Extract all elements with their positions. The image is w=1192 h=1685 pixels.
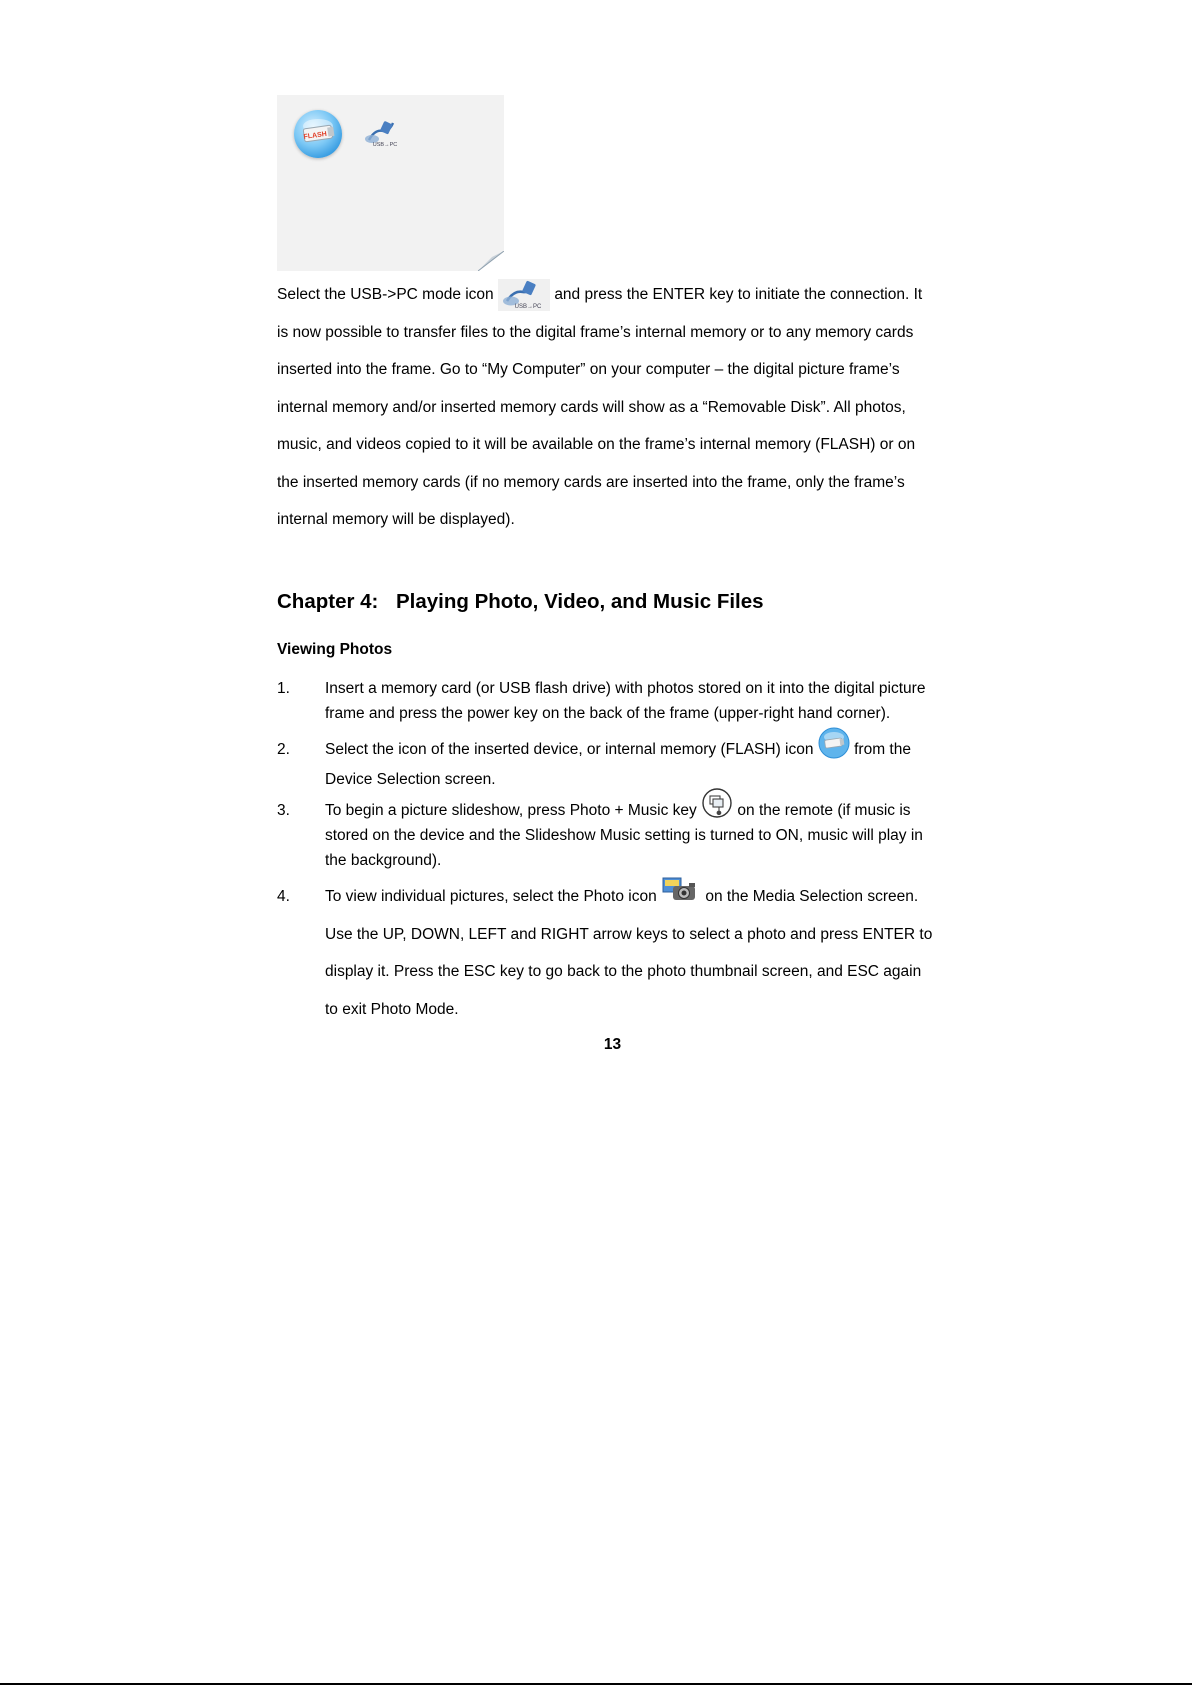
device-selection-screen-illustration [277,95,504,271]
step-text: frame and press the power key on the back of the frame (upper-right hand corner). [325,705,891,722]
intro-line: internal memory will be displayed). [277,511,515,528]
usb-pc-instructions [277,276,947,539]
flash-label: FLASH [303,130,328,141]
chapter-heading [277,590,764,614]
step-text: Device Selection screen. [325,771,496,788]
step-text: display it. Press the ESC key to go back to the photo thumbnail screen, and ESC again [325,963,922,980]
page-curl-icon [478,251,504,271]
chapter-number: Chapter 4: [277,590,379,613]
intro-line-1: Select the USB->PC mode icon USB→PC and press the ENTER key to initiate the connection. It [277,276,947,314]
step-number: 3. [277,802,290,819]
step-text: To view individual pictures, select the Photo icon on the Media Selection screen. [325,878,965,916]
photo-music-key-icon [701,787,733,819]
usb-pc-icon [498,279,550,311]
flash-memory-icon [294,110,342,158]
section-heading: Viewing Photos [277,641,393,658]
intro-line: music, and videos copied to it will be available on the frame’s internal memory (FLASH) or on [277,436,916,453]
step-text: Use the UP, DOWN, LEFT and RIGHT arrow keys to select a photo and press ENTER to [325,925,933,943]
step-text: to exit Photo Mode. [325,1000,459,1018]
svg-text:USB→PC: USB→PC [514,303,542,310]
step-text: Insert a memory card (or USB flash drive) with photos stored on it into the digital picture [325,680,926,697]
step-text: To begin a picture slideshow, press Photo + Music key on the remote (if music is [325,798,965,823]
step-text: stored on the device and the Slideshow Music setting is turned to ON, music will play in [325,827,923,844]
usb-pc-label: USB→PC [372,142,398,148]
step-number: 4. [277,888,290,905]
intro-line: the inserted memory cards (if no memory cards are inserted into the frame, only the frame’s [277,473,905,491]
step-text: the background). [325,852,442,869]
flash-memory-icon [818,727,850,759]
usb-pc-icon [363,119,403,149]
intro-line: inserted into the frame. Go to “My Computer” on your computer – the digital picture frame’s [277,361,900,378]
intro-line: is now possible to transfer files to the digital frame’s internal memory or to any memory cards [277,323,914,341]
page-number: 13 [603,1036,622,1053]
photo-icon [661,874,701,906]
step-number: 1. [277,680,290,697]
step-text: Select the icon of the inserted device, or internal memory (FLASH) icon from the [325,735,965,765]
chapter-title: Playing Photo, Video, and Music Files [396,590,764,613]
intro-line: internal memory and/or inserted memory cards will show as a “Removable Disk”. All photos, [277,398,906,416]
step-number: 2. [277,741,290,758]
